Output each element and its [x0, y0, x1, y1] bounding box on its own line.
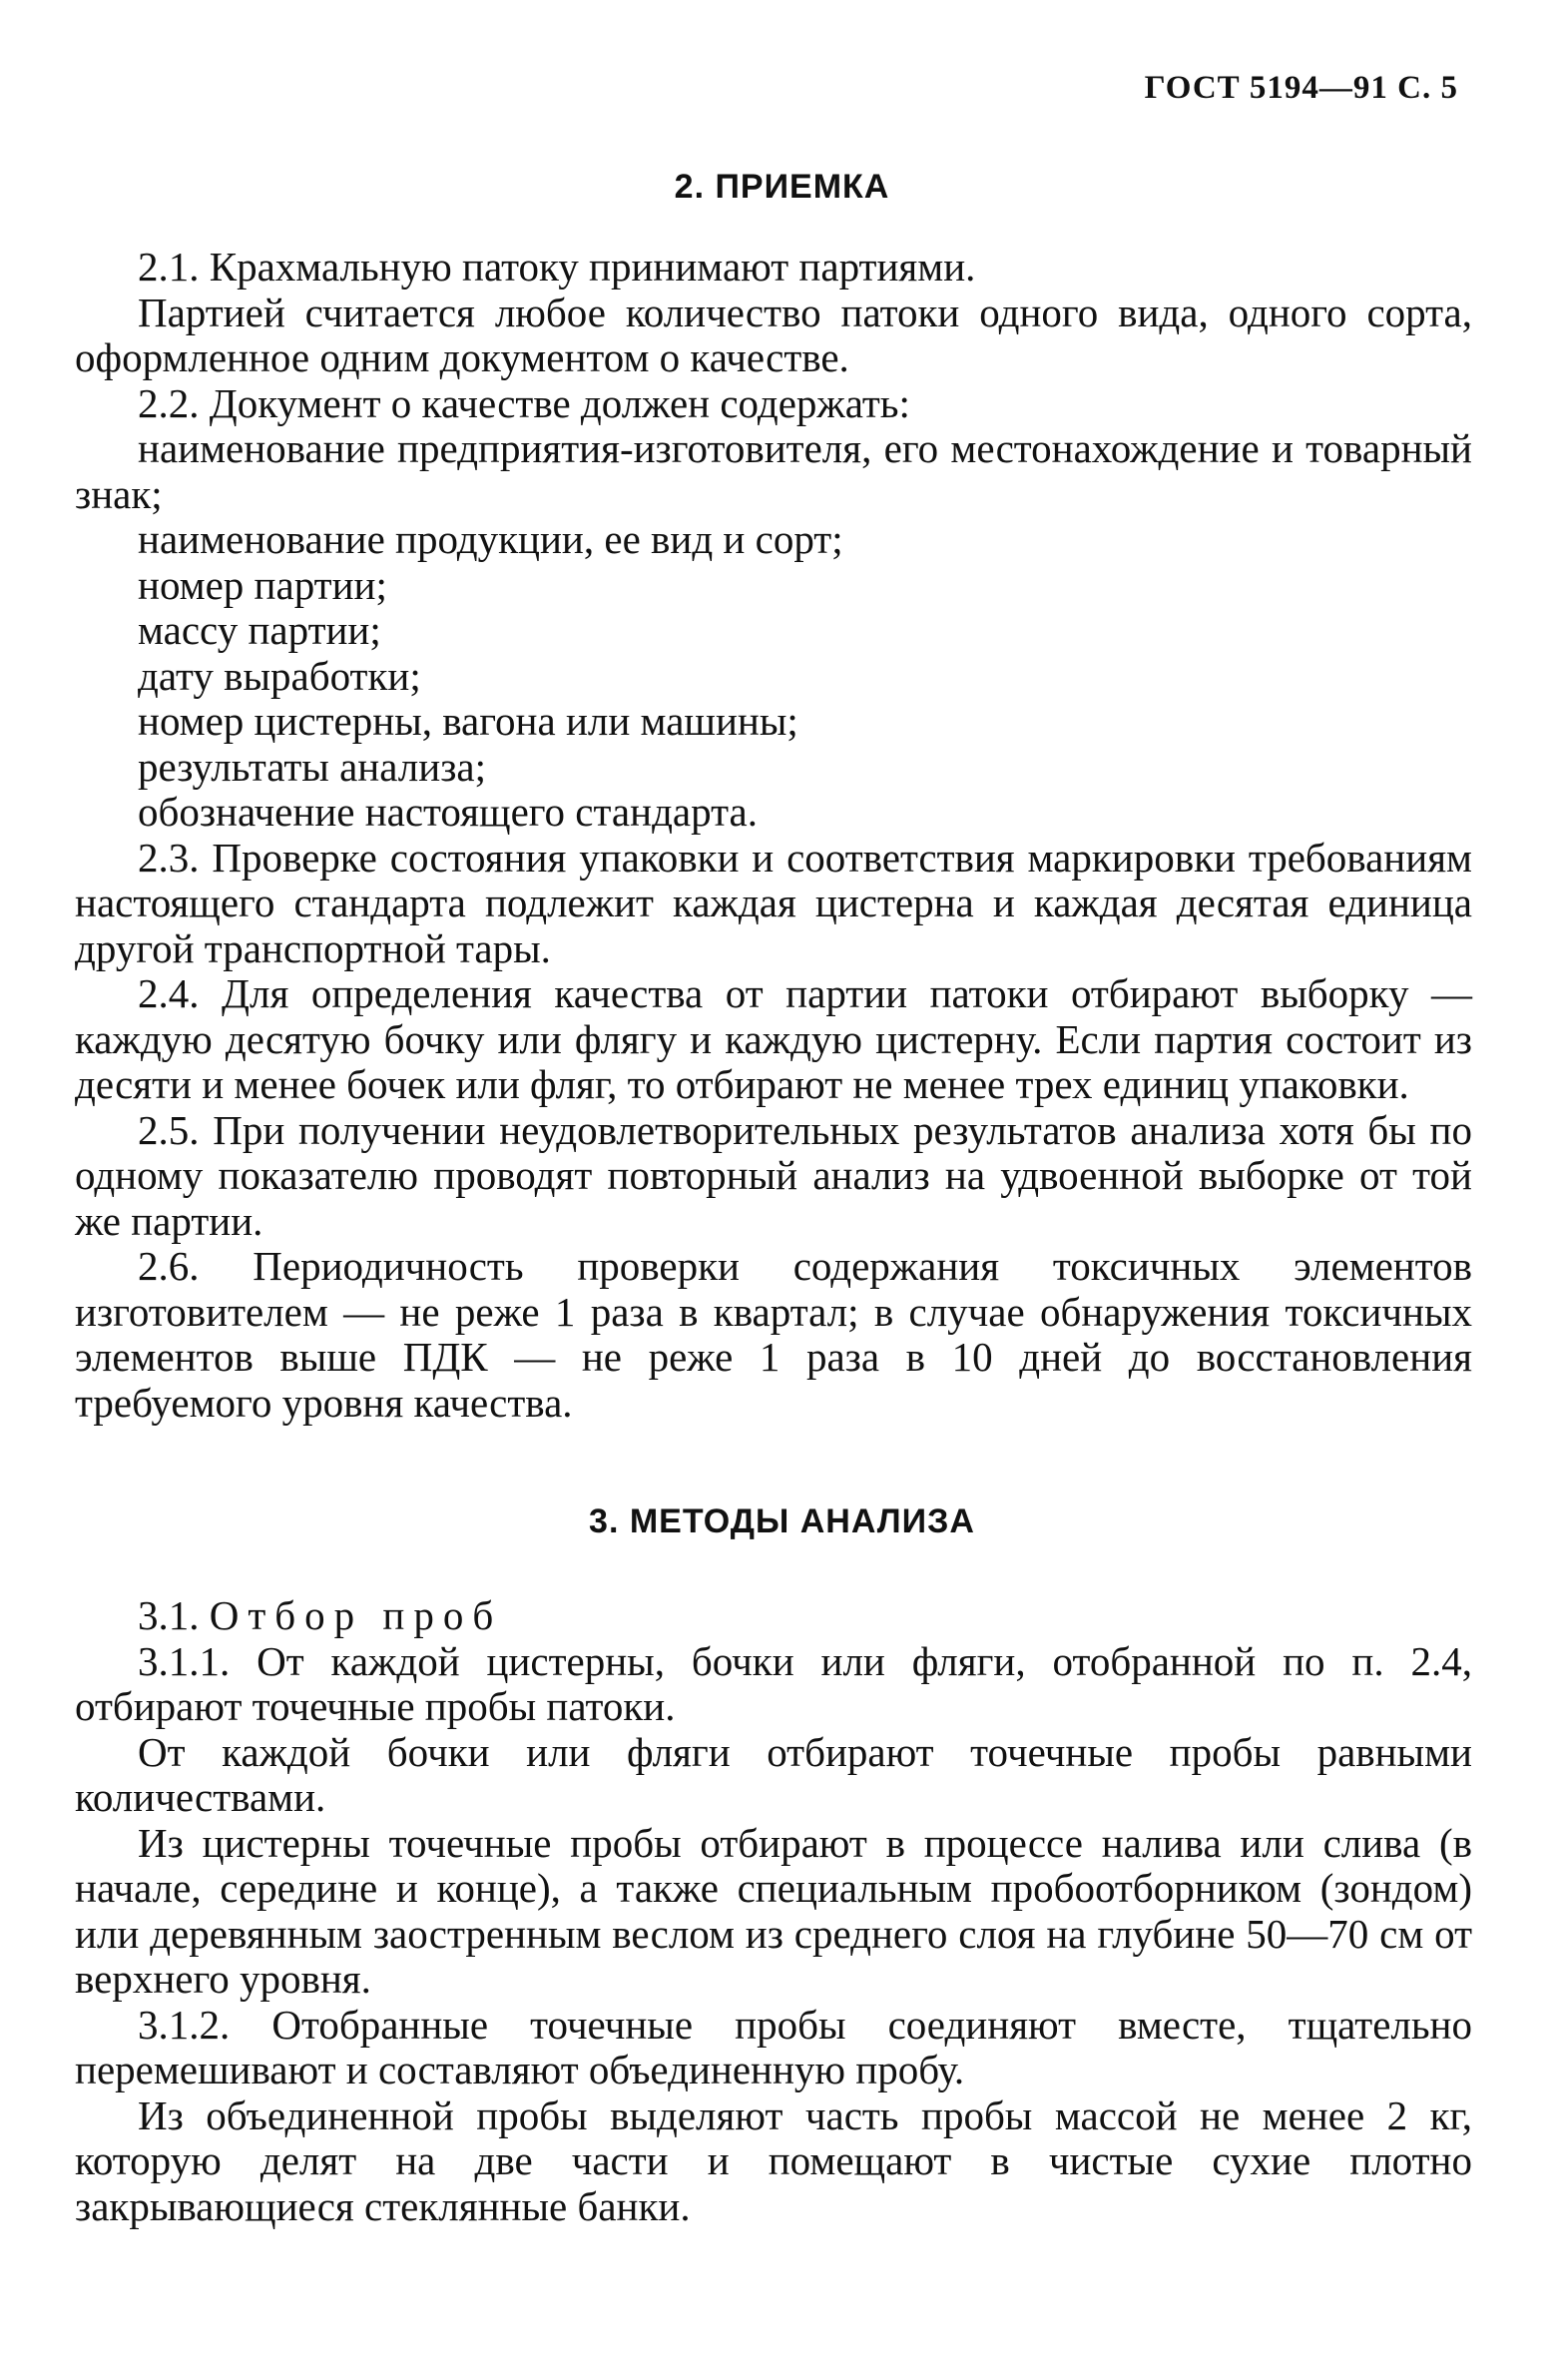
paragraph-barrel-sampling: От каждой бочки или фляги отбирают точечные пробы равными количествами. — [75, 1728, 1472, 1820]
paragraph-3-1-2: 3.1.2. Отобранные точечные пробы соединяют вместе, тщательно перемешивают и составляют объединенную пробу. — [75, 2001, 1472, 2092]
subsection-title: Отбор проб — [209, 1592, 503, 1638]
paragraph-sample-storage: Из объединенной пробы выделяют часть пробы массой не менее 2 кг, которую делят на две части и помещают в чистые сухие плотно закрывающиеся стеклянные банки. — [75, 2091, 1472, 2229]
list-item-product-name: наименование продукции, ее вид и сорт; — [138, 516, 843, 562]
list-item-manufacturer: наименование предприятия-изготовителя, его местонахождение и товарный знак; — [75, 425, 1472, 517]
paragraph-2-3: 2.3. Проверке состояния упаковки и соответствия маркировки требованиям настоящего стандарта подлежит каждая цистерна и каждая десятая единица другой транспортной тары. — [75, 834, 1472, 971]
section-2-body — [75, 245, 1472, 1426]
page-header: ГОСТ 5194—91 С. 5 — [1144, 70, 1458, 106]
paragraph-2-2: 2.2. Документ о качестве должен содержать: — [138, 379, 910, 426]
paragraph-2-1: 2.1. Крахмальную патоку принимают партиями. — [138, 244, 976, 290]
list-item-lot-mass: массу партии; — [138, 607, 381, 653]
paragraph-3-1-1: 3.1.1. От каждой цистерны, бочки или фляги, отобранной по п. 2.4, отбирают точечные пробы патоки. — [75, 1637, 1472, 1729]
paragraph-2-4: 2.4. Для определения качества от партии патоки отбирают выборку — каждую десятую бочку или флягу и каждую цистерну. Если партия состоит из десяти и менее бочек или фляг, то отбирают не менее трех единиц упаковки. — [75, 970, 1472, 1107]
list-item-production-date: дату выработки; — [138, 652, 421, 699]
subsection-3-1-heading — [75, 1593, 1472, 1639]
subsection-number: 3.1. — [138, 1592, 200, 1638]
paragraph-tank-sampling: Из цистерны точечные пробы отбирают в процессе налива или слива (в начале, середине и конце), а также специальным пробоотборником (зондом) или деревянным заостренным веслом из среднего слоя на глубине 50—70 см от верхнего уровня. — [75, 1819, 1472, 2002]
section-3-body — [75, 1593, 1472, 2229]
paragraph-lot-definition: Партией считается любое количество патоки одного вида, одного сорта, оформленное одним документом о качестве. — [75, 289, 1472, 380]
paragraph-2-5: 2.5. При получении неудовлетворительных результатов анализа хотя бы по одному показателю проводят повторный анализ на удвоенной выборке от той же партии. — [75, 1106, 1472, 1244]
paragraph-2-6: 2.6. Периодичность проверки содержания токсичных элементов изготовителем — не реже 1 раза в квартал; в случае обнаружения токсичных элементов выше ПДК — не реже 1 раза в 10 дней до восстановления требуемого уровня качества. — [75, 1243, 1472, 1426]
list-item-analysis-results: результаты анализа; — [138, 743, 486, 790]
section-3-title: 3. МЕТОДЫ АНАЛИЗА — [589, 1502, 975, 1540]
section-2-title: 2. ПРИЕМКА — [674, 168, 890, 206]
list-item-standard-designation: обозначение настоящего стандарта. — [138, 789, 758, 835]
list-item-tank-number: номер цистерны, вагона или машины; — [138, 698, 798, 744]
list-item-lot-number: номер партии; — [138, 561, 387, 608]
